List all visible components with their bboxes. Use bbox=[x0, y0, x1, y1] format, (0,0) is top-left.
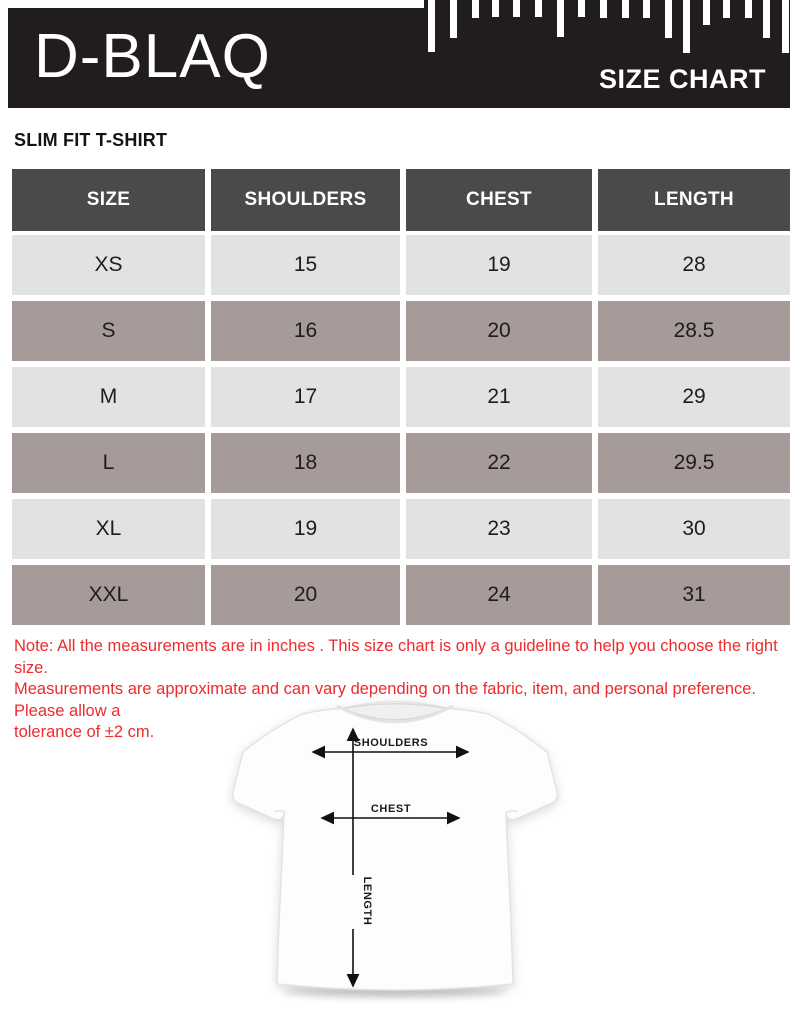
size-table bbox=[12, 169, 790, 625]
table-cell: 15 bbox=[211, 235, 400, 295]
table-cell: 30 bbox=[598, 499, 790, 559]
ruler-icon bbox=[424, 0, 790, 55]
table-cell: L bbox=[12, 433, 205, 493]
chest-label: CHEST bbox=[370, 803, 412, 815]
table-cell: 29.5 bbox=[598, 433, 790, 493]
table-cell: 18 bbox=[211, 433, 400, 493]
table-cell: 16 bbox=[211, 301, 400, 361]
table-cell: 28.5 bbox=[598, 301, 790, 361]
table-cell: XS bbox=[12, 235, 205, 295]
brand-logo: D-BLAQ bbox=[34, 22, 271, 91]
table-cell: 23 bbox=[406, 499, 592, 559]
table-cell: 19 bbox=[211, 499, 400, 559]
page-title: SLIM FIT T-SHIRT bbox=[14, 130, 168, 150]
table-cell: 24 bbox=[406, 565, 592, 625]
header-cell-shoulders: SHOULDERS bbox=[211, 169, 400, 231]
table-cell: 21 bbox=[406, 367, 592, 427]
table-cell: 22 bbox=[406, 433, 592, 493]
table-cell: 31 bbox=[598, 565, 790, 625]
table-cell: XXL bbox=[12, 565, 205, 625]
table-cell: 29 bbox=[598, 367, 790, 427]
note-line: tolerance of ±2 cm. bbox=[14, 723, 155, 741]
table-cell: 17 bbox=[211, 367, 400, 427]
table-cell: 20 bbox=[211, 565, 400, 625]
table-cell: 20 bbox=[406, 301, 592, 361]
note-line: Note: All the measurements are in inches . This size chart is only a guideline to help you choose the right size. bbox=[14, 637, 778, 677]
header-cell-size: SIZE bbox=[12, 169, 205, 231]
table-cell: 19 bbox=[406, 235, 592, 295]
tshirt-diagram bbox=[225, 693, 575, 1018]
table-cell: S bbox=[12, 301, 205, 361]
size-chart-badge: SIZE CHART bbox=[599, 64, 766, 94]
table-cell: XL bbox=[12, 499, 205, 559]
note-line: Measurements are approximate and can vary depending on the fabric, item, and personal preference. Please allow a bbox=[14, 680, 757, 720]
table-cell: 28 bbox=[598, 235, 790, 295]
header-cell-chest: CHEST bbox=[406, 169, 592, 231]
table-cell: M bbox=[12, 367, 205, 427]
header-cell-length: LENGTH bbox=[598, 169, 790, 231]
shoulders-label: SHOULDERS bbox=[353, 737, 429, 749]
length-label: LENGTH bbox=[361, 876, 373, 926]
